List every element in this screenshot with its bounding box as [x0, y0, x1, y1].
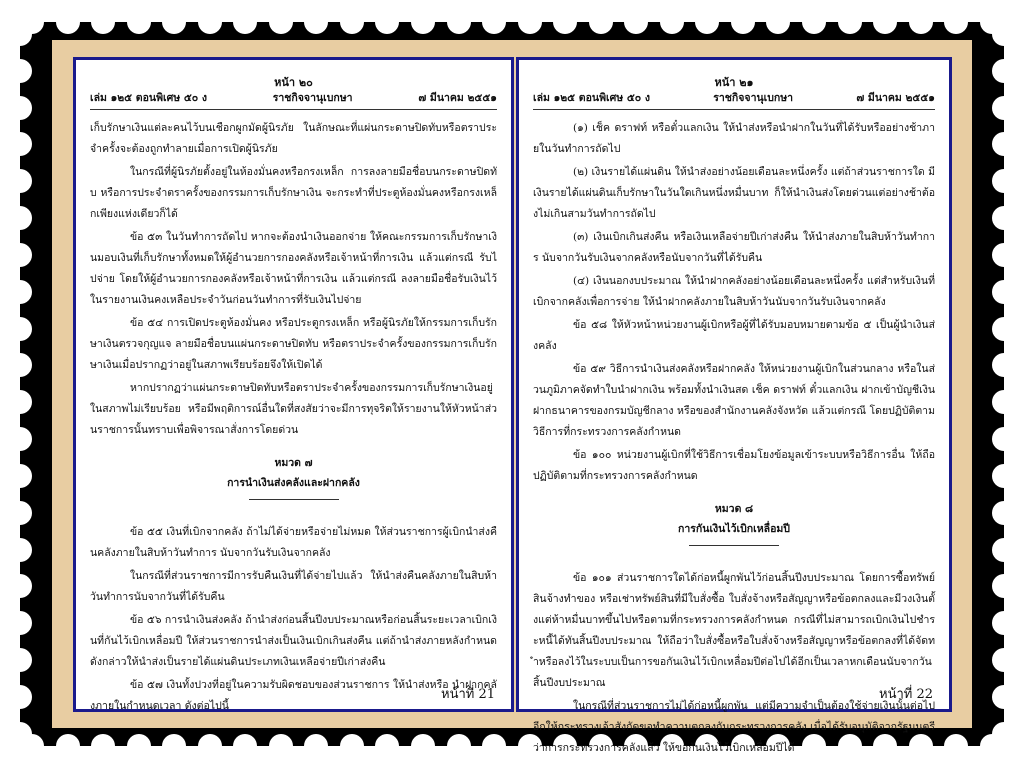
- body-paragraph: ข้อ ๕๔ การเปิดประตูห้องมั่นคง หรือประตูกรงเหล็ก หรือผู้นิรภัยให้กรรมการเก็บรักษาเงินตรวจกุญแจ ลายมือชื่อบนแผ่นกระดาษปิดทับ หรือตราประจำครั้งของกรรมการเก็บรักษาเงินเมื่อปรากฏว่าอยู่ในสภาพเรียบร้อยจึงให้เปิดได้: [90, 317, 497, 371]
- scallop-circle: [992, 390, 1016, 414]
- left-body-2: [90, 522, 497, 717]
- gazette-label: ราชกิจจานุเบกษา: [713, 92, 794, 104]
- scallop-circle: [269, 734, 293, 758]
- scallop-circle: [340, 734, 364, 758]
- scallop-circle: [909, 10, 933, 34]
- scallop-circle: [411, 734, 435, 758]
- left-body-1: [90, 118, 497, 441]
- scallop-circle: [8, 611, 32, 635]
- scallop-circle: [992, 317, 1016, 341]
- right-page: [516, 57, 952, 754]
- scallop-circle: [8, 169, 32, 193]
- scallop-circle: [8, 206, 32, 230]
- page-number-header: หน้า ๒๐: [274, 76, 313, 89]
- scallop-circle: [8, 427, 32, 451]
- scallop-circle: [447, 734, 471, 758]
- scallop-circle: [304, 734, 328, 758]
- scallop-circle: [56, 10, 80, 34]
- scallop-circle: [8, 353, 32, 377]
- scallop-circle: [731, 10, 755, 34]
- scallop-circle: [992, 685, 1016, 709]
- scallop-circle: [91, 10, 115, 34]
- volume-label: เล่ม ๑๒๕ ตอนพิเศษ ๕๐ ง: [533, 92, 650, 104]
- body-paragraph: ข้อ ๕๖ การนำเงินส่งคลัง ถ้านำส่งก่อนสิ้นปีงบประมาณหรือก่อนสิ้นระยะเวลาเบิกเงินที่กันไว้เบิกเหลื่อมปี ให้ส่วนราชการนำส่งเป็นเงินเบิกเกินส่งคืน แต่ถ้านำส่งภายหลังกำหนดดังกล่าวให้นำส่งเป็นรายได้แผ่นดินประเภทเงินเหลือจ่ายปีเก่าส่งคืน: [90, 614, 497, 668]
- body-paragraph: ข้อ ๑๐๑ ส่วนราชการใดได้ก่อหนี้ผูกพันไว้ก่อนสิ้นปีงบประมาณ โดยการซื้อทรัพย์สินจ้างทำของ หรือเช่าทรัพย์สินที่มีใบสั่งซื้อ ใบสั่งจ้างหรือสัญญาหรือข้อตกลงและมีวงเงินตั้งแต่ห้าหมื่นบาทขึ้นไปหรือตามที่กระทรวงการคลังกำหนด กรณีที่ไม่สามารถเบิกเงินไปชำระหนี้ได้ทันสิ้นปีงบประมาณ ให้ถือว่าใบสั่งซื้อหรือใบสั่งจ้างหรือสัญญาหรือข้อตกลงที่ได้จัดทำหรือลงไว้ในระบบเป็นการขอกันเงินไว้เบิกเหลื่อมปีต่อไปได้อีกเป็นเวลาหกเดือนนับจากวันสิ้นปีงบประมาณ: [533, 572, 935, 689]
- scallop-circle: [992, 574, 1016, 598]
- footer-page-number: หน้าที่ 21: [441, 687, 495, 702]
- volume-label: เล่ม ๑๒๕ ตอนพิเศษ ๕๐ ง: [90, 92, 207, 104]
- chapter-number: หมวด ๗: [274, 457, 313, 469]
- scallop-circle: [8, 685, 32, 709]
- scallop-circle: [198, 10, 222, 34]
- date-label: ๗ มีนาคม ๒๕๕๑: [418, 92, 497, 104]
- scallop-circle: [873, 10, 897, 34]
- scallop-circle: [553, 10, 577, 34]
- scallop-circle: [8, 538, 32, 562]
- scallop-circle: [992, 611, 1016, 635]
- body-paragraph: ในกรณีที่ส่วนราชการมีการรับคืนเงินที่ได้จ่ายไปแล้ว ให้นำส่งคืนคลังภายในสิบห้าวันทำการนับจากวันที่ได้รับคืน: [90, 570, 497, 603]
- body-paragraph: (๓) เงินเบิกเกินส่งคืน หรือเงินเหลือจ่ายปีเก่าส่งคืน ให้นำส่งภายในสิบห้าวันทำการ นับจากวันรับเงินจากคลังหรือนับจากวันที่ได้รับคืน: [533, 231, 935, 264]
- body-paragraph: ข้อ ๕๕ เงินที่เบิกจากคลัง ถ้าไม่ได้จ่ายหรือจ่ายไม่หมด ให้ส่วนราชการผู้เบิกนำส่งคืนคลังภายในสิบห้าวันทำการ นับจากวันรับเงินจากคลัง: [90, 526, 497, 559]
- scallop-edge-top: [20, 10, 1004, 34]
- scallop-circle: [992, 243, 1016, 267]
- date-label: ๗ มีนาคม ๒๕๕๑: [856, 92, 935, 104]
- scallop-circle: [56, 734, 80, 758]
- body-paragraph: ข้อ ๕๗ เงินทั้งปวงที่อยู่ในความรับผิดชอบของส่วนราชการ ให้นำส่งหรือ นำฝากคลังภายในกำหนดเวลา ดังต่อไปนี้: [90, 679, 497, 712]
- right-body-1: [533, 118, 935, 487]
- scallop-circle: [233, 10, 257, 34]
- body-paragraph: ข้อ ๑๐๐ หน่วยงานผู้เบิกที่ใช้วิธีการเชื่อมโยงข้อมูลเข้าระบบหรือวิธีการอื่น ให้ถือปฏิบัติตามที่กระทรวงการคลังกำหนด: [533, 449, 935, 482]
- scallop-circle: [766, 10, 790, 34]
- scallop-circle: [162, 734, 186, 758]
- scallop-circle: [624, 10, 648, 34]
- scallop-circle: [375, 734, 399, 758]
- scallop-circle: [8, 59, 32, 83]
- body-paragraph: เก็บรักษาเงินแต่ละคนไว้บนเชือกผูกมัดผู้นิรภัย ในลักษณะที่แผ่นกระดาษปิดทับหรือตราประจำครั้งจะต้องถูกทำลายเมื่อการเปิดผู้นิรภัย: [90, 122, 497, 155]
- body-paragraph: ในกรณีที่ส่วนราชการไม่ได้ก่อหนี้ผูกพัน แต่มีความจำเป็นต้องใช้จ่ายเงินนั้นต่อไปอีกให้กระทรวงเจ้าสังกัดขอทำความตกลงกับกระทรวงการคลัง เมื่อได้รับอนุมัติจากรัฐมนตรีว่าการกระทรวงการคลังแล้ว ให้ขอกันเงินไว้เบิกเหลื่อมปีได้: [533, 700, 935, 754]
- scallop-circle: [8, 722, 32, 746]
- scallop-circle: [944, 734, 968, 758]
- scallop-circle: [162, 10, 186, 34]
- scallop-circle: [589, 10, 613, 34]
- scallop-circle: [518, 10, 542, 34]
- scallop-circle: [992, 648, 1016, 672]
- body-paragraph: (๒) เงินรายได้แผ่นดิน ให้นำส่งอย่างน้อยเดือนละหนึ่งครั้ง แต่ถ้าส่วนราชการใด มีเงินรายได้แผ่นดินเก็บรักษาในวันใดเกินหนึ่งหมื่นบาท ก็ให้นำเงินส่งโดยด่วนแต่อย่างช้าต้องไม่เกินสามวันทำการถัดไป: [533, 166, 935, 220]
- scallop-circle: [992, 280, 1016, 304]
- scallop-circle: [992, 22, 1016, 46]
- page-number-header: หน้า ๒๑: [714, 76, 754, 89]
- body-paragraph: (๑) เช็ค ดราฟท์ หรือตั๋วแลกเงิน ให้นำส่งหรือนำฝากในวันที่ได้รับหรืออย่างช้าภายในวันทำการถัดไป: [533, 122, 935, 155]
- scallop-circle: [447, 10, 471, 34]
- scallop-edge-left: [8, 22, 32, 746]
- scallop-circle: [198, 734, 222, 758]
- scallop-circle: [375, 10, 399, 34]
- scallop-circle: [127, 734, 151, 758]
- left-page: [73, 57, 514, 712]
- scallop-circle: [127, 10, 151, 34]
- scallop-circle: [91, 734, 115, 758]
- scallop-circle: [660, 10, 684, 34]
- chapter-title: การนำเงินส่งคลังและฝากคลัง: [227, 477, 360, 489]
- scallop-circle: [269, 10, 293, 34]
- scallop-edge-right: [992, 22, 1016, 746]
- body-paragraph: ข้อ ๕๙ วิธีการนำเงินส่งคลังหรือฝากคลัง ให้หน่วยงานผู้เบิกในส่วนกลาง หรือในส่วนภูมิภาคจัดทำใบนำฝากเงิน พร้อมทั้งนำเงินสด เช็ค ดราฟท์ ตั๋วแลกเงิน ฝากเข้าบัญชีเงินฝากธนาคารของกรมบัญชีกลาง หรือของสำนักงานคลังจังหวัด แล้วแต่กรณี โดยปฏิบัติตามวิธีการที่กระทรวงการคลังกำหนด: [533, 363, 935, 438]
- scallop-circle: [992, 169, 1016, 193]
- chapter-divider: [689, 545, 779, 546]
- chapter-number: หมวด ๘: [714, 503, 754, 515]
- chapter-divider: [249, 499, 339, 500]
- footer-page-number: หน้าที่ 22: [879, 687, 933, 702]
- scallop-circle: [992, 132, 1016, 156]
- scallop-circle: [992, 59, 1016, 83]
- scallop-circle: [992, 501, 1016, 525]
- scallop-circle: [233, 734, 257, 758]
- scallop-circle: [992, 427, 1016, 451]
- body-paragraph: ในกรณีที่ผู้นิรภัยตั้งอยู่ในห้องมั่นคงหรือกรงเหล็ก การลงลายมือชื่อบนกระดาษปิดทับ หรือการประจำตราครั้งของกรรมการเก็บรักษาเงิน จะกระทำที่ประตูห้องมั่นคงหรือกรงเหล็กเพียงแห่งเดียวก็ได้: [90, 166, 497, 220]
- gazette-header: [90, 90, 497, 110]
- scallop-circle: [8, 317, 32, 341]
- scallop-circle: [695, 10, 719, 34]
- scallop-circle: [992, 353, 1016, 377]
- scallop-circle: [802, 10, 826, 34]
- body-paragraph: (๔) เงินนอกงบประมาณ ให้นำฝากคลังอย่างน้อยเดือนละหนึ่งครั้ง แต่สำหรับเงินที่เบิกจากคลังเพื่อการจ่าย ให้นำฝากคลังภายในสิบห้าวันนับจากวันรับเงินจากคลัง: [533, 275, 935, 308]
- scallop-circle: [8, 96, 32, 120]
- scallop-circle: [340, 10, 364, 34]
- scallop-circle: [992, 464, 1016, 488]
- body-paragraph: ข้อ ๕๘ ให้หัวหน้าหน่วยงานผู้เบิกหรือผู้ที่ได้รับมอบหมายตามข้อ ๕ เป็นผู้นำเงินส่งคลัง: [533, 319, 935, 352]
- scallop-circle: [838, 10, 862, 34]
- gazette-header: [533, 90, 935, 110]
- scallop-circle: [8, 390, 32, 414]
- scallop-circle: [8, 501, 32, 525]
- body-paragraph: หากปรากฏว่าแผ่นกระดาษปิดทับหรือตราประจำครั้งของกรรมการเก็บรักษาเงินอยู่ในสภาพไม่เรียบร้อย หรือมีพฤติการณ์อื่นใดที่สงสัยว่าจะมีการทุจริตให้รายงานให้หัวหน้าส่วนราชการนั้นทราบเพื่อพิจารณาสั่งการโดยด่วน: [90, 382, 497, 436]
- scallop-circle: [8, 243, 32, 267]
- scallop-circle: [992, 538, 1016, 562]
- gazette-label: ราชกิจจานุเบกษา: [272, 92, 353, 104]
- scallop-circle: [8, 22, 32, 46]
- scallop-circle: [8, 132, 32, 156]
- scallop-circle: [304, 10, 328, 34]
- scallop-circle: [944, 10, 968, 34]
- scallop-circle: [411, 10, 435, 34]
- scallop-circle: [482, 10, 506, 34]
- scallop-circle: [8, 280, 32, 304]
- scallop-circle: [482, 734, 506, 758]
- scallop-circle: [8, 574, 32, 598]
- chapter-title: การกันเงินไว้เบิกเหลื่อมปี: [678, 523, 790, 535]
- scallop-circle: [8, 464, 32, 488]
- scallop-circle: [992, 96, 1016, 120]
- scallop-circle: [992, 206, 1016, 230]
- right-body-2: [533, 568, 935, 759]
- scallop-circle: [8, 648, 32, 672]
- scallop-circle: [992, 722, 1016, 746]
- body-paragraph: ข้อ ๕๓ ในวันทำการถัดไป หากจะต้องนำเงินออกจ่าย ให้คณะกรรมการเก็บรักษาเงินมอบเงินที่เก็บรักษาทั้งหมดให้ผู้อำนวยการกองคลังหรือเจ้าหน้าที่การเงิน แล้วแต่กรณี รับไปจ่าย โดยให้ผู้อำนวยการกองคลังหรือเจ้าหน้าที่การเงิน แล้วแต่กรณี ลงลายมือชื่อรับเงินไว้ในรายงานเงินคงเหลือประจำวันก่อนวันทำการที่รับเงินไปจ่าย: [90, 231, 497, 306]
